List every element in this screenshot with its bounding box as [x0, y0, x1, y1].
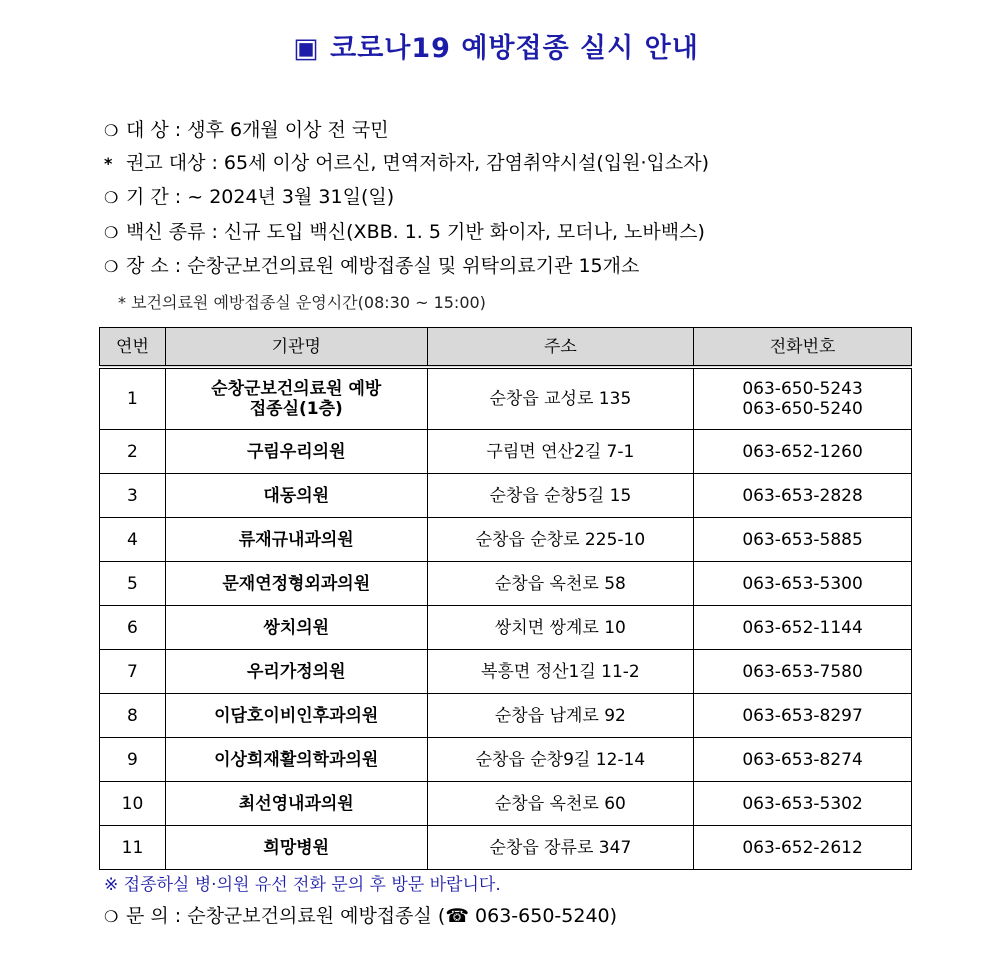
cell-no: 9	[100, 738, 166, 782]
cell-phone: 063-652-1260	[694, 430, 912, 474]
cell-phone: 063-652-2612	[694, 826, 912, 870]
cell-name: 순창군보건의료원 예방접종실(1층)	[165, 367, 427, 430]
cell-phone: 063-652-1144	[694, 606, 912, 650]
table-header	[100, 328, 912, 368]
cell-address: 순창읍 순창로 225-10	[427, 518, 694, 562]
header-no: 연번	[100, 328, 166, 368]
cell-no: 5	[100, 562, 166, 606]
info-period	[104, 182, 394, 209]
cell-name: 류재규내과의원	[165, 518, 427, 562]
cell-name: 대동의원	[165, 474, 427, 518]
info-text: 백신 종류 : 신규 도입 백신(XBB. 1. 5 기반 화이자, 모더나, 노바백스)	[126, 221, 705, 243]
table-row	[100, 650, 912, 694]
info-text: 대 상 : 생후 6개월 이상 전 국민	[126, 119, 389, 141]
info-location	[104, 251, 639, 278]
cell-name: 문재연정형외과의원	[165, 562, 427, 606]
bullet-icon: ❍	[104, 188, 119, 207]
cell-name: 이담호이비인후과의원	[165, 694, 427, 738]
page-title: ▣ 코로나19 예방접종 실시 안내	[293, 33, 699, 64]
cell-phone: 063-653-8297	[694, 694, 912, 738]
table-row	[100, 826, 912, 870]
table-row	[100, 430, 912, 474]
cell-address: 구림면 연산2길 7-1	[427, 430, 694, 474]
cell-no: 8	[100, 694, 166, 738]
cell-address: 쌍치면 쌍계로 10	[427, 606, 694, 650]
cell-phone: 063-653-5300	[694, 562, 912, 606]
cell-name: 쌍치의원	[165, 606, 427, 650]
bullet-icon: ❍	[104, 223, 119, 242]
visit-notice: ※ 접종하실 병·의원 유선 전화 문의 후 방문 바랍니다.	[104, 875, 501, 895]
cell-phone: 063-653-7580	[694, 650, 912, 694]
info-text: 권고 대상 : 65세 이상 어르신, 면역저하자, 감염취약시설(입원·입소자)	[126, 152, 710, 174]
table-row	[100, 782, 912, 826]
table-row	[100, 738, 912, 782]
cell-no: 11	[100, 826, 166, 870]
cell-no: 7	[100, 650, 166, 694]
cell-address: 순창읍 남계로 92	[427, 694, 694, 738]
cell-no: 10	[100, 782, 166, 826]
hours-note: * 보건의료원 예방접종실 운영시간(08:30 ~ 15:00)	[118, 293, 486, 312]
cell-phone: 063-653-5302	[694, 782, 912, 826]
asterisk-icon: *	[104, 154, 113, 173]
cell-phone: 063-653-8274	[694, 738, 912, 782]
cell-name: 이상희재활의학과의원	[165, 738, 427, 782]
header-address: 주소	[427, 328, 694, 368]
cell-no: 3	[100, 474, 166, 518]
cell-name: 희망병원	[165, 826, 427, 870]
cell-phone: 063-653-2828	[694, 474, 912, 518]
cell-address: 순창읍 장류로 347	[427, 826, 694, 870]
header-name: 기관명	[165, 328, 427, 368]
clinic-table	[99, 327, 912, 870]
cell-address: 순창읍 순창5길 15	[427, 474, 694, 518]
cell-phone: 063-653-5885	[694, 518, 912, 562]
info-target	[104, 115, 389, 142]
cell-no: 2	[100, 430, 166, 474]
cell-no: 4	[100, 518, 166, 562]
bullet-icon: ❍	[104, 907, 119, 926]
info-text: 기 간 : ~ 2024년 3월 31일(일)	[126, 186, 395, 208]
table-row	[100, 518, 912, 562]
inquiry-text: 문 의 : 순창군보건의료원 예방접종실 (☎ 063-650-5240)	[126, 905, 618, 927]
cell-address: 복흥면 정산1길 11-2	[427, 650, 694, 694]
header-phone: 전화번호	[694, 328, 912, 368]
table-row	[100, 562, 912, 606]
table-row	[100, 694, 912, 738]
info-vaccine	[104, 217, 705, 244]
cell-address: 순창읍 옥천로 58	[427, 562, 694, 606]
cell-address: 순창읍 교성로 135	[427, 367, 694, 430]
info-text: 장 소 : 순창군보건의료원 예방접종실 및 위탁의료기관 15개소	[126, 255, 640, 277]
cell-no: 6	[100, 606, 166, 650]
table-row	[100, 367, 912, 430]
cell-name: 최선영내과의원	[165, 782, 427, 826]
cell-name: 구림우리의원	[165, 430, 427, 474]
inquiry-line	[104, 901, 617, 928]
cell-no: 1	[100, 367, 166, 430]
cell-phone: 063-650-5243 063-650-5240	[694, 367, 912, 430]
table-row	[100, 474, 912, 518]
info-recommended	[104, 148, 709, 175]
cell-name: 우리가정의원	[165, 650, 427, 694]
cell-address: 순창읍 옥천로 60	[427, 782, 694, 826]
cell-address: 순창읍 순창9길 12-14	[427, 738, 694, 782]
bullet-icon: ❍	[104, 257, 119, 276]
bullet-icon: ❍	[104, 121, 119, 140]
table-row	[100, 606, 912, 650]
